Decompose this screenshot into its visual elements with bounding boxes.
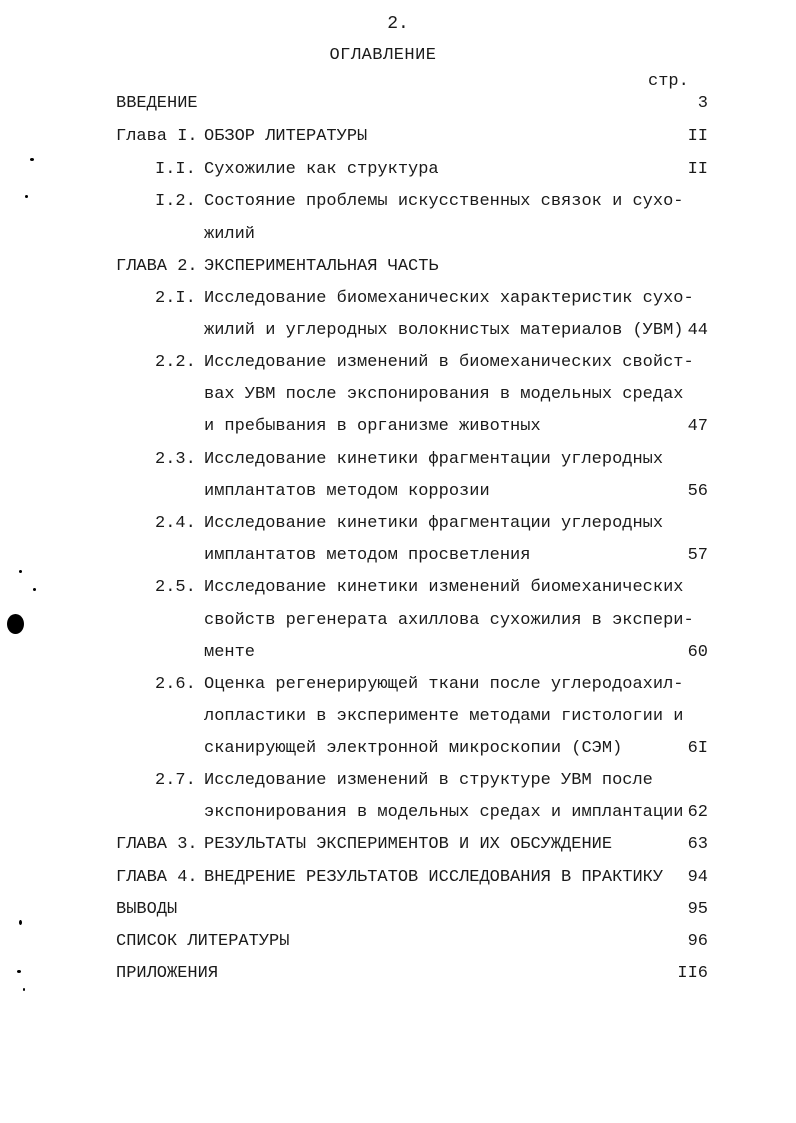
toc-entry-section-2-2-line3 — [0, 415, 796, 439]
section-title-continued: сканирующей электронной микроскопии (СЭМ) — [204, 739, 623, 758]
toc-entry-section-1-1 — [0, 158, 796, 182]
section-title: Исследование кинетики фрагментации углеродных — [204, 450, 664, 469]
section-number: 2.I. — [155, 289, 196, 308]
entry-page: 56 — [687, 482, 708, 501]
entry-label: ВЫВОДЫ — [116, 900, 178, 919]
section-title-continued: свойств регенерата ахиллова сухожилия в экспери- — [204, 611, 694, 630]
toc-entry-section-2-2 — [0, 351, 796, 375]
entry-page: 94 — [687, 868, 708, 887]
scan-speck — [19, 920, 22, 925]
section-title: Состояние проблемы искусственных связок и сухо- — [204, 192, 684, 211]
entry-page: 47 — [687, 417, 708, 436]
section-title-continued: имплантатов методом просветления — [204, 546, 531, 565]
scan-speck — [25, 195, 28, 198]
toc-entry-conclusions — [0, 898, 796, 922]
section-number: 2.7. — [155, 771, 196, 790]
entry-page: 3 — [697, 94, 708, 113]
toc-entry-section-2-1 — [0, 287, 796, 311]
toc-entry-chapter-3 — [0, 833, 796, 857]
chapter-title: ОБЗОР ЛИТЕРАТУРЫ — [204, 127, 368, 146]
scan-speck — [23, 988, 25, 991]
section-title-continued: вах УВМ после экспонирования в модельных средах — [204, 385, 684, 404]
section-number: 2.4. — [155, 514, 196, 533]
section-title: Исследование изменений в структуре УВМ после — [204, 771, 653, 790]
toc-entry-appendices — [0, 962, 796, 986]
section-title: Исследование кинетики фрагментации углеродных — [204, 514, 664, 533]
section-title-continued: экспонирования в модельных средах и имплантации — [204, 803, 684, 822]
toc-title: ОГЛАВЛЕНИЕ — [329, 46, 437, 65]
section-number: I.I. — [155, 160, 196, 179]
entry-label: ПРИЛОЖЕНИЯ — [116, 964, 219, 983]
chapter-label: ГЛАВА 2. — [116, 257, 198, 276]
chapter-label: ГЛАВА 3. — [116, 835, 198, 854]
chapter-title: ЭКСПЕРИМЕНТАЛЬНАЯ ЧАСТЬ — [204, 257, 439, 276]
scan-speck — [17, 970, 21, 973]
chapter-title: РЕЗУЛЬТАТЫ ЭКСПЕРИМЕНТОВ И ИХ ОБСУЖДЕНИЕ — [204, 835, 613, 854]
entry-page: II — [687, 127, 708, 146]
toc-entry-references — [0, 930, 796, 954]
entry-label: СПИСОК ЛИТЕРАТУРЫ — [116, 932, 290, 951]
toc-entry-section-1-2 — [0, 190, 796, 214]
entry-page: 6I — [687, 739, 708, 758]
entry-label: ВВЕДЕНИЕ — [116, 94, 198, 113]
section-number: 2.5. — [155, 578, 196, 597]
section-title: Исследование биомеханических характеристик сухо- — [204, 289, 694, 308]
toc-entry-section-2-7-line2 — [0, 801, 796, 825]
entry-page: 57 — [687, 546, 708, 565]
page-column-header: стр. — [648, 72, 689, 91]
section-title-continued: имплантатов методом коррозии — [204, 482, 490, 501]
section-title-continued: жилий и углеродных волокнистых материалов (УВМ) — [204, 321, 684, 340]
toc-entry-section-2-6 — [0, 673, 796, 697]
entry-page: 95 — [687, 900, 708, 919]
section-title: Исследование изменений в биомеханических свойст- — [204, 353, 694, 372]
scan-blot — [7, 614, 24, 634]
page-number: 2. — [387, 14, 409, 34]
toc-entry-section-2-4-line2 — [0, 544, 796, 568]
entry-page: 60 — [687, 643, 708, 662]
toc-entry-section-2-6-line3 — [0, 737, 796, 761]
toc-entry-section-2-5-line3 — [0, 641, 796, 665]
chapter-title: ВНЕДРЕНИЕ РЕЗУЛЬТАТОВ ИССЛЕДОВАНИЯ В ПРАКТИКУ — [204, 868, 664, 887]
scan-speck — [30, 158, 34, 161]
scan-speck — [19, 570, 22, 573]
section-title-continued: жилий — [204, 225, 256, 244]
section-title-continued: лопластики в эксперименте методами гистологии и — [204, 707, 684, 726]
section-title-continued: менте — [204, 643, 256, 662]
toc-entry-section-2-5 — [0, 576, 796, 600]
entry-page: 44 — [687, 321, 708, 340]
toc-entry-chapter-4 — [0, 866, 796, 890]
toc-entry-chapter-1 — [0, 125, 796, 149]
toc-entry-intro — [0, 92, 796, 116]
entry-page: II6 — [677, 964, 708, 983]
entry-page: 62 — [687, 803, 708, 822]
entry-page: II — [687, 160, 708, 179]
section-number: 2.6. — [155, 675, 196, 694]
section-title: Оценка регенерирующей ткани после углеродоахил- — [204, 675, 684, 694]
toc-entry-section-2-1-line2 — [0, 319, 796, 343]
section-number: I.2. — [155, 192, 196, 211]
section-number: 2.2. — [155, 353, 196, 372]
entry-page: 63 — [687, 835, 708, 854]
entry-page: 96 — [687, 932, 708, 951]
toc-entry-section-2-3 — [0, 448, 796, 472]
toc-entry-chapter-2 — [0, 255, 796, 279]
chapter-label: ГЛАВА 4. — [116, 868, 198, 887]
scan-speck — [33, 588, 36, 591]
section-title-continued: и пребывания в организме животных — [204, 417, 541, 436]
section-title: Сухожилие как структура — [204, 160, 439, 179]
toc-entry-section-2-4 — [0, 512, 796, 536]
chapter-label: Глава I. — [116, 127, 198, 146]
toc-entry-section-2-3-line2 — [0, 480, 796, 504]
section-title: Исследование кинетики изменений биомеханических — [204, 578, 684, 597]
section-number: 2.3. — [155, 450, 196, 469]
toc-entry-section-2-7 — [0, 769, 796, 793]
